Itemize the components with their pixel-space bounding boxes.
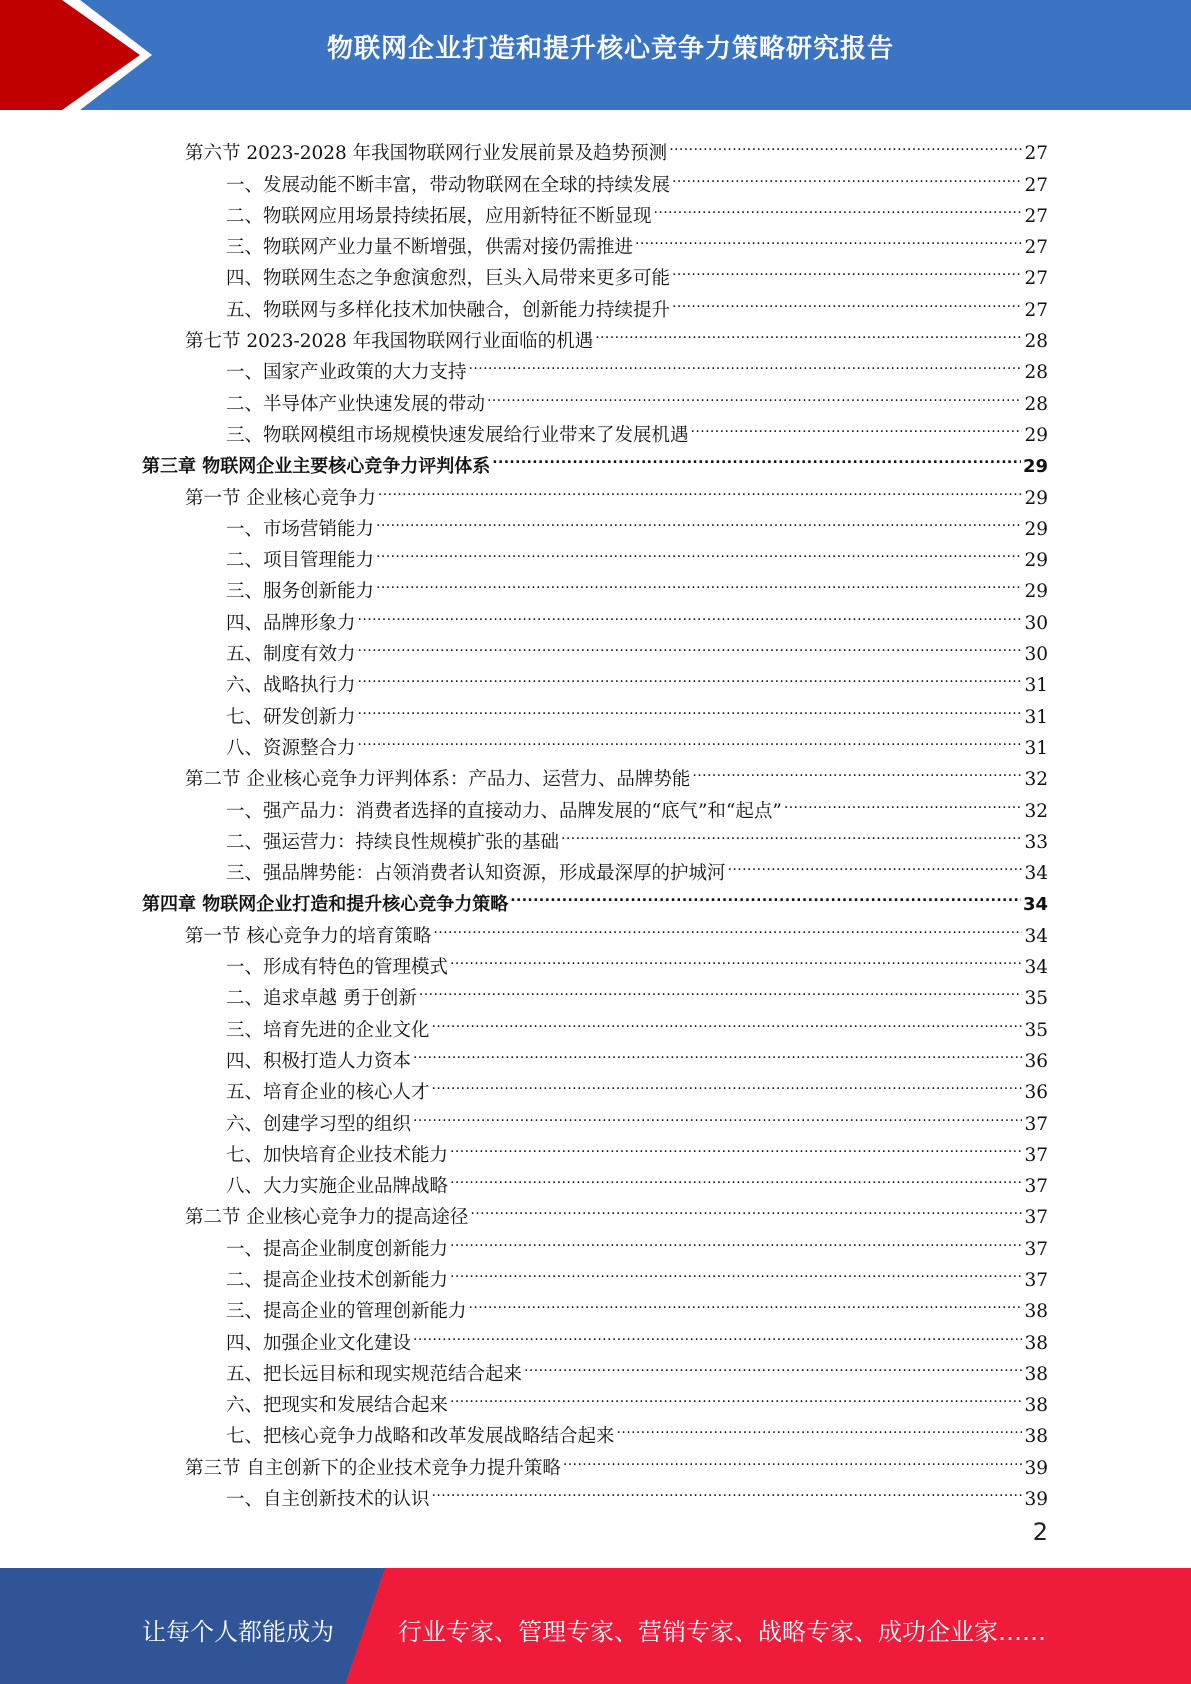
toc-entry-page: 32 [1024, 800, 1048, 822]
toc-entry-title: 第三章 物联网企业主要核心竞争力评判体系 [142, 456, 491, 478]
toc-leader-dots [654, 191, 1023, 222]
toc-entry-title: 一、强产品力：消费者选择的直接动力、品牌发展的“底气”和“起点” [226, 800, 782, 822]
toc-entry-title: 一、自主创新技术的认识 [226, 1489, 430, 1511]
toc-leader-dots [432, 1067, 1023, 1098]
toc-leader-dots [691, 410, 1023, 441]
toc-leader-dots [469, 347, 1023, 378]
toc-entry-page: 38 [1024, 1363, 1048, 1385]
toc-leader-dots [433, 910, 1022, 941]
toc-entry-page: 34 [1024, 863, 1048, 885]
toc-entry-page: 31 [1024, 737, 1048, 759]
toc-entry-title: 第一节 核心竞争力的培育策略 [185, 925, 432, 947]
toc-leader-dots [378, 472, 1023, 503]
toc-leader-dots [432, 1474, 1023, 1505]
toc-leader-dots [669, 128, 1022, 159]
toc-entry-page: 39 [1024, 1457, 1048, 1479]
toc-entry-page: 38 [1024, 1395, 1048, 1417]
page-number: 2 [1032, 1518, 1048, 1546]
toc-entry-title: 第七节 2023-2028 年我国物联网行业面临的机遇 [185, 331, 594, 353]
toc-entry-page: 37 [1024, 1238, 1048, 1260]
toc-entry-title: 第二节 企业核心竞争力的提高途径 [185, 1207, 469, 1229]
toc-leader-dots [413, 1098, 1022, 1129]
toc-entry-title: 三、服务创新能力 [226, 581, 375, 603]
toc-leader-dots [524, 1349, 1022, 1380]
toc-leader-dots [784, 785, 1023, 816]
footer-slogan-left: 让每个人都能成为 [142, 1618, 334, 1646]
toc-leader-dots [450, 1223, 1022, 1254]
toc-leader-dots [450, 942, 1022, 973]
toc-leader-dots [692, 754, 1022, 785]
toc-leader-dots [487, 378, 1022, 409]
toc-entry-page: 37 [1024, 1144, 1048, 1166]
toc-leader-dots [358, 629, 1023, 660]
toc-leader-dots [413, 1317, 1022, 1348]
toc-entry-title: 一、形成有特色的管理模式 [226, 957, 449, 979]
toc-entry-page: 38 [1024, 1426, 1048, 1448]
toc-entry-title: 五、制度有效力 [226, 644, 356, 666]
toc-entry-page: 29 [1024, 550, 1048, 572]
toc-entry-title: 四、品牌形象力 [226, 612, 356, 634]
toc-entry-title: 二、项目管理能力 [226, 550, 375, 572]
toc-entry-title: 第三节 自主创新下的企业技术竞争力提升策略 [185, 1457, 561, 1479]
toc-entry-page: 34 [1024, 925, 1048, 947]
toc-entry-title: 三、强品牌势能：占领消费者认知资源，形成最深厚的护城河 [226, 863, 726, 885]
toc-leader-dots [492, 441, 1021, 472]
toc-entry-page: 37 [1024, 1176, 1048, 1198]
toc-entry-page: 30 [1024, 644, 1048, 666]
toc-entry-title: 二、半导体产业快速发展的带动 [226, 393, 486, 415]
toc-entry-title: 二、物联网应用场景持续拓展，应用新特征不断显现 [226, 205, 652, 227]
toc-entry-page: 27 [1024, 237, 1048, 259]
toc-entry-page: 38 [1024, 1332, 1048, 1354]
toc-entry-page: 28 [1024, 362, 1048, 384]
toc-entry-title: 一、发展动能不断丰富，带动物联网在全球的持续发展 [226, 174, 671, 196]
toc-entry-page: 27 [1024, 205, 1048, 227]
toc-leader-dots [672, 284, 1022, 315]
toc-leader-dots [358, 723, 1023, 754]
toc-entry-title: 第六节 2023-2028 年我国物联网行业发展前景及趋势预测 [185, 143, 668, 165]
toc-leader-dots [450, 1130, 1022, 1161]
toc-entry-page: 29 [1022, 456, 1048, 478]
toc-entry-title: 八、大力实施企业品牌战略 [226, 1176, 449, 1198]
toc-leader-dots [635, 222, 1022, 253]
toc-entry-title: 五、物联网与多样化技术加快融合，创新能力持续提升 [226, 299, 671, 321]
report-title: 物联网企业打造和提升核心竞争力策略研究报告 [326, 34, 894, 64]
toc-leader-dots [358, 691, 1023, 722]
toc-entry-page: 29 [1024, 424, 1048, 446]
toc-entry-title: 第一节 企业核心竞争力 [185, 487, 376, 509]
toc-entry-page: 28 [1024, 393, 1048, 415]
toc-leader-dots [376, 566, 1022, 597]
toc-entry-page: 29 [1024, 581, 1048, 603]
footer-slogan-right: 行业专家、管理专家、营销专家、战略专家、成功企业家…… [398, 1618, 1046, 1646]
toc-entry-page: 31 [1024, 675, 1048, 697]
toc-entry-page: 37 [1024, 1269, 1048, 1291]
toc-entry-title: 一、提高企业制度创新能力 [226, 1238, 449, 1260]
toc-leader-dots [358, 597, 1023, 628]
toc-entry-title: 三、物联网产业力量不断增强，供需对接仍需推进 [226, 237, 634, 259]
toc-entry-page: 30 [1024, 612, 1048, 634]
toc-leader-dots [510, 879, 1021, 910]
page-footer [0, 1568, 1191, 1684]
toc-leader-dots [561, 817, 1022, 848]
toc-entry-page: 32 [1024, 769, 1048, 791]
toc-entry-page: 37 [1024, 1113, 1048, 1135]
toc-leader-dots [672, 159, 1022, 190]
toc-entry-page: 39 [1024, 1489, 1048, 1511]
toc-leader-dots [617, 1411, 1023, 1442]
toc-leader-dots [450, 1161, 1022, 1192]
toc-entry-page: 27 [1024, 174, 1048, 196]
toc-leader-dots [595, 316, 1022, 347]
toc-leader-dots [469, 1286, 1023, 1317]
toc-entry-title: 六、创建学习型的组织 [226, 1113, 412, 1135]
toc-entry-page: 38 [1024, 1301, 1048, 1323]
toc-entry-page: 29 [1024, 487, 1048, 509]
toc-entry-page: 28 [1024, 331, 1048, 353]
toc-leader-dots [432, 1004, 1023, 1035]
toc-entry-title: 第二节 企业核心竞争力评判体系：产品力、运营力、品牌势能 [185, 769, 691, 791]
toc-entry-page: 29 [1024, 518, 1048, 540]
toc-leader-dots [470, 1192, 1022, 1223]
toc-entry-page: 37 [1024, 1207, 1048, 1229]
toc-entry-title: 五、把长远目标和现实规范结合起来 [226, 1363, 523, 1385]
toc-entry-title: 八、资源整合力 [226, 737, 356, 759]
toc-leader-dots [672, 253, 1022, 284]
toc-entry-title: 第四章 物联网企业打造和提升核心竞争力策略 [142, 894, 509, 916]
toc-entry-title: 一、市场营销能力 [226, 518, 375, 540]
toc-entry-title: 二、强运营力：持续良性规模扩张的基础 [226, 831, 560, 853]
toc-entry-title: 二、追求卓越 勇于创新 [226, 988, 417, 1010]
table-of-contents [142, 128, 1048, 1511]
toc-entry-title: 三、提高企业的管理创新能力 [226, 1301, 467, 1323]
toc-section-entry[interactable] [142, 128, 1048, 165]
toc-entry-title: 六、战略执行力 [226, 675, 356, 697]
toc-entry-page: 27 [1024, 268, 1048, 290]
toc-leader-dots [419, 973, 1023, 1004]
toc-entry-page: 36 [1024, 1050, 1048, 1072]
toc-entry-title: 四、加强企业文化建设 [226, 1332, 412, 1354]
page-header [0, 0, 1191, 110]
toc-entry-title: 一、国家产业政策的大力支持 [226, 362, 467, 384]
toc-entry-page: 31 [1024, 706, 1048, 728]
toc-entry-title: 七、加快培育企业技术能力 [226, 1144, 449, 1166]
toc-entry-page: 34 [1024, 957, 1048, 979]
toc-leader-dots [376, 535, 1022, 566]
toc-entry-page: 35 [1024, 1019, 1048, 1041]
toc-leader-dots [450, 1380, 1022, 1411]
toc-leader-dots [413, 1036, 1022, 1067]
toc-entry-title: 三、物联网模组市场规模快速发展给行业带来了发展机遇 [226, 424, 689, 446]
toc-leader-dots [358, 660, 1023, 691]
toc-entry-title: 三、培育先进的企业文化 [226, 1019, 430, 1041]
toc-entry-title: 七、把核心竞争力战略和改革发展战略结合起来 [226, 1426, 615, 1448]
toc-entry-page: 35 [1024, 988, 1048, 1010]
toc-entry-title: 二、提高企业技术创新能力 [226, 1269, 449, 1291]
toc-entry-title: 七、研发创新力 [226, 706, 356, 728]
toc-entry-title: 五、培育企业的核心人才 [226, 1082, 430, 1104]
toc-leader-dots [563, 1442, 1023, 1473]
toc-leader-dots [376, 504, 1022, 535]
toc-entry-page: 36 [1024, 1082, 1048, 1104]
toc-entry-title: 六、把现实和发展结合起来 [226, 1395, 449, 1417]
toc-entry-title: 四、物联网生态之争愈演愈烈，巨头入局带来更多可能 [226, 268, 671, 290]
toc-leader-dots [728, 848, 1023, 879]
toc-entry-page: 27 [1024, 143, 1048, 165]
toc-entry-page: 27 [1024, 299, 1048, 321]
toc-entry-page: 33 [1024, 831, 1048, 853]
toc-entry-title: 四、积极打造人力资本 [226, 1050, 412, 1072]
toc-entry-page: 34 [1022, 894, 1048, 916]
toc-leader-dots [450, 1255, 1022, 1286]
